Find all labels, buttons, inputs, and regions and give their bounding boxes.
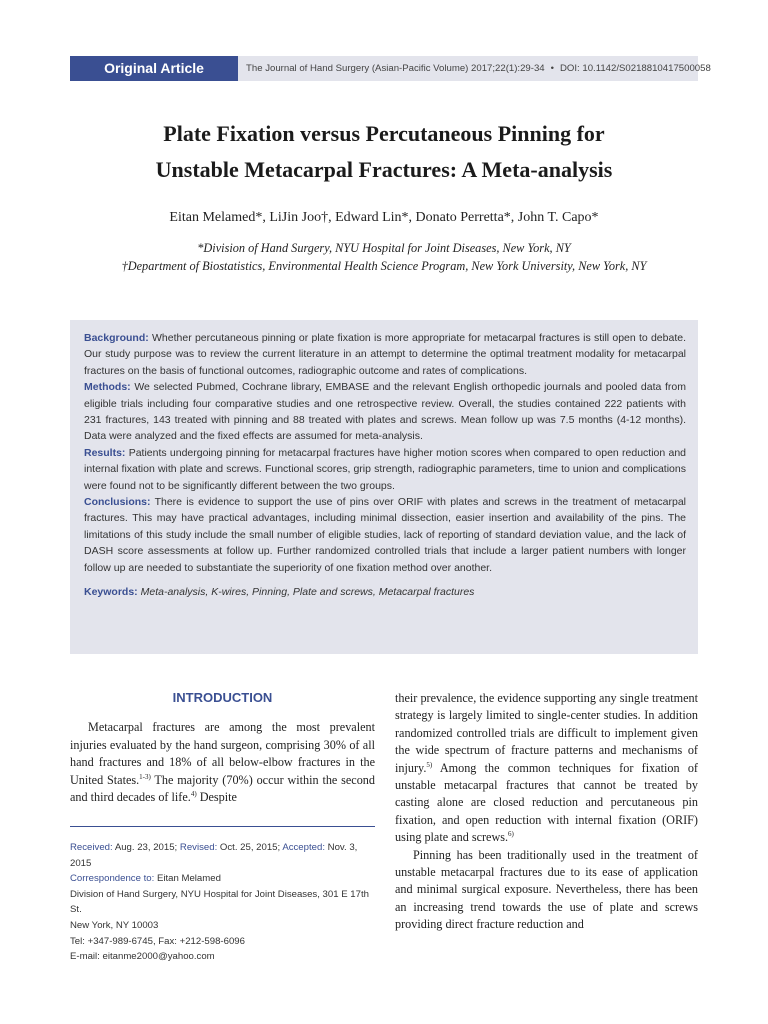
footnote-block	[70, 840, 375, 965]
right-text-a: their prevalence, the evidence supporting any single treatment strategy is largely limited to single-center studies. In addition randomized controlled trials are difficult to implement given the wide spectrum of fracture patterns and mechanisms of injury.	[395, 691, 698, 775]
abstract-conclusions	[84, 494, 686, 576]
conclusions-text: There is evidence to support the use of pins over ORIF with plates and screws in the treatment of metacarpal fractures. This may have practical advantages, including minimal dissection, easier insertion and availability of the pins. The limitations of this study include the small number of eligible studies, lack of reporting of standard deviation value, and the lack of DASH score assessments at follow up. Further randomized controlled trials that include a larger patient numbers with longer follow up are needed to substantiate the superiority of one fixation method over another.	[84, 496, 687, 574]
email-line[interactable]: E-mail: eitanme2000@yahoo.com	[70, 951, 215, 963]
keywords-label: Keywords:	[84, 586, 138, 599]
bullet-separator: •	[550, 63, 554, 74]
results-text: Patients undergoing pinning for metacarpal fractures have higher motion scores when compared to open reduction and internal fixation with plate and screws. Functional scores, grip strength, radiographic parameters, time to union and complications were found not to be significantly different between the two groups.	[84, 446, 686, 492]
intro-paragraph-right-2: Pinning has been traditionally used in the treatment of unstable metacarpal fractures due to its ease of application and minimal surgical exposure. Nevertheless, there has been an increasing trend towards the use of plate and screws providing direct fracture reduction and	[395, 847, 698, 932]
abstract-methods	[84, 379, 686, 445]
intro-paragraph-right-1	[395, 690, 698, 847]
revised-label: Revised:	[179, 842, 218, 853]
correspondence-label: Correspondence to:	[70, 873, 155, 885]
received-label: Received:	[70, 842, 113, 853]
reference-4[interactable]: 4)	[190, 790, 197, 799]
accepted-date: Nov. 3, 2015	[70, 842, 358, 869]
accepted-label: Accepted:	[282, 842, 325, 853]
conclusions-label: Conclusions:	[84, 496, 151, 509]
address-line-1: Division of Hand Surgery, NYU Hospital for Joint Diseases, 301 E 17th St.	[70, 888, 369, 916]
abstract-background	[84, 330, 686, 379]
reference-5[interactable]: 5)	[426, 760, 433, 769]
address-line-2: New York, NY 10003	[70, 919, 159, 931]
introduction-heading: INTRODUCTION	[172, 690, 273, 705]
right-text-b: Among the common techniques for fixation of unstable metacarpal fractures that cannot be treated by casting alone are closed reduction and percutaneous pin fixation, and open reduction with internal fixation (ORIF) using plate and screws.	[395, 760, 698, 845]
phone-line: Tel: +347-989-6745, Fax: +212-598-6096	[70, 935, 245, 947]
header-bar	[70, 56, 711, 81]
dates-line	[70, 840, 375, 871]
paper-title	[0, 116, 768, 188]
correspondence-line	[70, 871, 375, 887]
keywords-text: Meta-analysis, K-wires, Pinning, Plate and screws, Metacarpal fractures	[140, 586, 475, 599]
title-line-2: Unstable Metacarpal Fractures: A Meta-analysis	[155, 157, 613, 182]
abstract-results	[84, 445, 686, 494]
intro-text-a: Metacarpal fractures are among the most prevalent injuries evaluated by the hand surgeon, comprising 30% of all hand fractures and 18% of all below-elbow fractures in the United States.	[70, 720, 375, 787]
methods-text: We selected Pubmed, Cochrane library, EMBASE and the relevant English orthopedic journals and pooled data from eligible trials including four comparative studies and one retrospective review. Overall, the studies contained 222 patients with 231 fractures, 143 treated with pinning and 88 treated with plates and screws. Mean follow up was 7.5 months (4-12 months). Data were analyzed and the fixed effects are assumed for meta-analysis.	[84, 381, 686, 443]
right-column	[395, 690, 698, 934]
journal-name: The Journal of Hand Surgery (Asian-Pacific Volume) 2017;22(1):29-34	[246, 63, 545, 74]
abstract-keywords	[84, 584, 686, 600]
received-date: Aug. 23, 2015;	[114, 842, 178, 853]
results-label: Results:	[84, 446, 126, 459]
reference-1-3[interactable]: 1-3)	[139, 772, 151, 781]
title-line-1: Plate Fixation versus Percutaneous Pinning for	[163, 121, 605, 146]
intro-paragraph-left	[70, 719, 375, 807]
intro-text-b: The majority (70%) occur within the second and third decades of life.	[70, 772, 375, 805]
left-column	[70, 690, 375, 807]
affiliation-2: †Department of Biostatistics, Environmental Health Science Program, New York University, New York, NY	[121, 259, 647, 273]
journal-citation	[246, 56, 711, 81]
intro-text-c: Despite	[196, 790, 237, 805]
affiliation-1: *Division of Hand Surgery, NYU Hospital for Joint Diseases, New York, NY	[197, 241, 571, 255]
abstract-box	[70, 320, 698, 654]
article-type-tag: Original Article	[70, 56, 238, 81]
revised-date: Oct. 25, 2015;	[219, 842, 281, 853]
footnote-divider	[70, 826, 375, 827]
background-text: Whether percutaneous pinning or plate fixation is more appropriate for metacarpal fractures is still open to debate. Our study purpose was to review the current literature in an attempt to determine the optimal treatment modality for metacarpal fractures on the basis of functional outcomes, radiographic outcome and rates of complications.	[84, 332, 686, 377]
reference-6[interactable]: 6)	[508, 830, 514, 839]
correspondence-name: Eitan Melamed	[156, 873, 221, 885]
background-label: Background:	[84, 332, 149, 344]
doi-link[interactable]: DOI: 10.1142/S0218810417500058	[560, 63, 711, 74]
methods-label: Methods:	[84, 381, 131, 394]
authors-list: Eitan Melamed*, LiJin Joo†, Edward Lin*, Donato Perretta*, John T. Capo*	[169, 210, 599, 225]
